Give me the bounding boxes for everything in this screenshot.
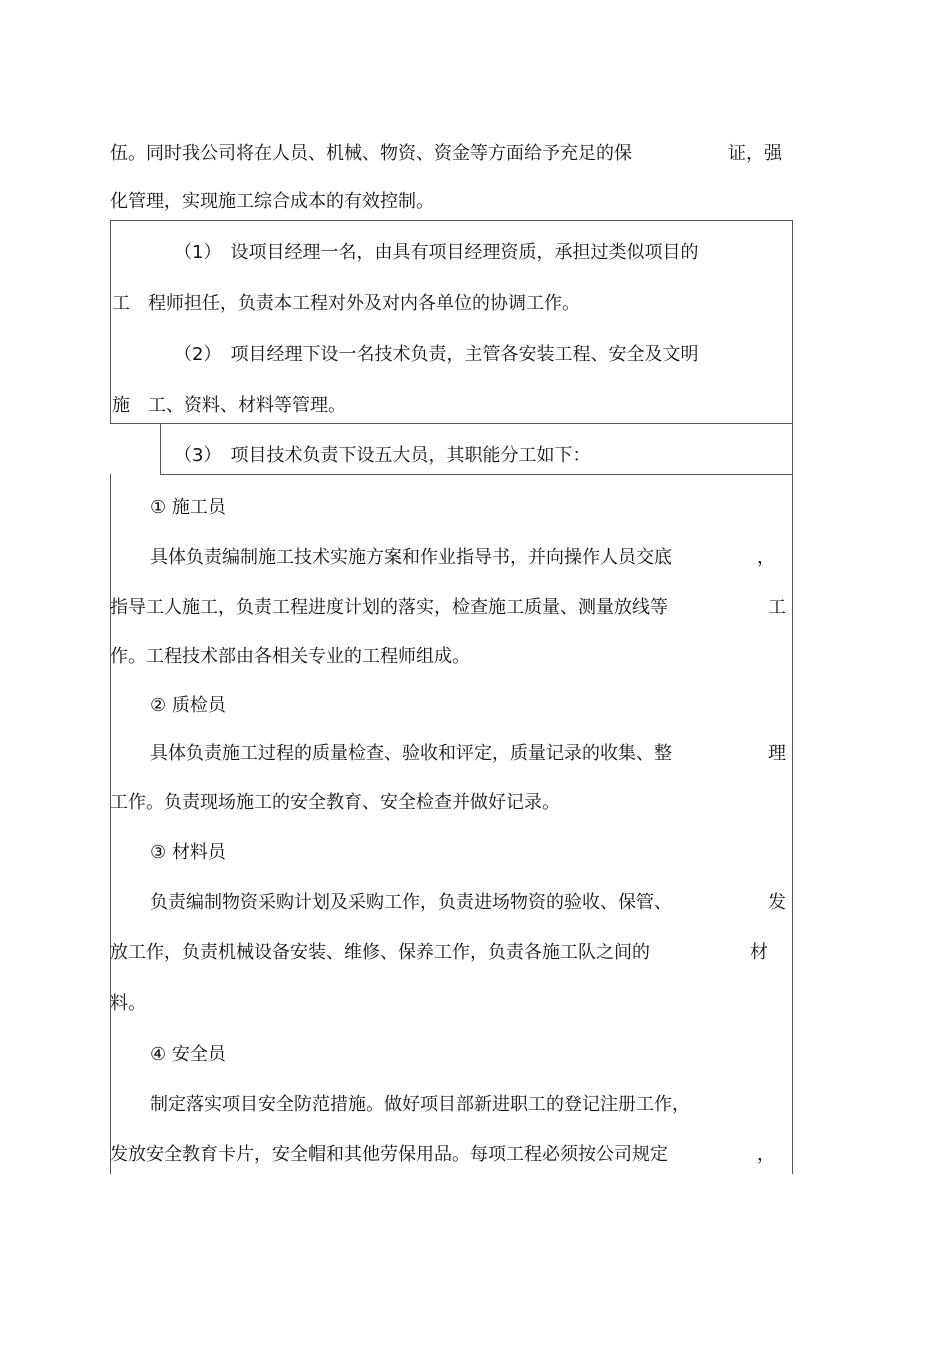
role-2-line-1-end: 理	[768, 743, 786, 764]
role-4-line-2-end: ，	[757, 1144, 775, 1165]
roles-box	[110, 474, 793, 1174]
role-3-line-1: 负责编制物资采购计划及采购工作，负责进场物资的验收、保管、	[150, 892, 672, 913]
item-3-line-1: （3） 项目技术负责下设五大员，其职能分工如下：	[174, 445, 591, 466]
item-1-line-2: 工 程师担任，负责本工程对外及对内各单位的协调工作。	[112, 293, 580, 314]
intro-line-1-end: 证，强	[728, 143, 782, 164]
intro-line-2: 化管理，实现施工综合成本的有效控制。	[110, 191, 434, 212]
role-2-title: ② 质检员	[150, 695, 226, 716]
role-1-title: ① 施工员	[150, 497, 226, 518]
role-4-title: ④ 安全员	[150, 1044, 226, 1065]
role-3-line-2: 放工作，负责机械设备安装、维修、保养工作，负责各施工队之间的	[110, 942, 650, 963]
role-4-line-2: 发放安全教育卡片，安全帽和其他劳保用品。每项工程必须按公司规定	[110, 1144, 668, 1165]
role-1-line-2-end: 工	[768, 597, 786, 618]
role-4-line-1: 制定落实项目安全防范措施。做好项目部新进职工的登记注册工作，	[150, 1094, 690, 1115]
item-2-line-1: （2） 项目经理下设一名技术负责，主管各安装工程、安全及文明	[174, 344, 699, 365]
role-2-line-1: 具体负责施工过程的质量检查、验收和评定，质量记录的收集、整	[150, 743, 672, 764]
item-2-line-2: 施 工、资料、材料等管理。	[112, 395, 346, 416]
role-1-line-3: 作。工程技术部由各相关专业的工程师组成。	[110, 646, 470, 667]
role-1-line-2: 指导工人施工，负责工程进度计划的落实，检查施工质量、测量放线等	[110, 597, 668, 618]
role-1-line-1: 具体负责编制施工技术实施方案和作业指导书，并向操作人员交底	[150, 547, 672, 568]
role-3-line-3: 料。	[110, 993, 146, 1014]
role-3-line-1-end: 发	[768, 892, 786, 913]
role-1-line-1-end: ，	[757, 547, 775, 568]
role-3-title: ③ 材料员	[150, 842, 226, 863]
item-1-line-1: （1） 设项目经理一名，由具有项目经理资质，承担过类似项目的	[174, 242, 699, 263]
role-3-line-2-end: 材	[750, 942, 768, 963]
intro-line-1: 伍。同时我公司将在人员、机械、物资、资金等方面给予充足的保	[110, 143, 632, 164]
role-2-line-2: 工作。负责现场施工的安全教育、安全检查并做好记录。	[110, 792, 560, 813]
